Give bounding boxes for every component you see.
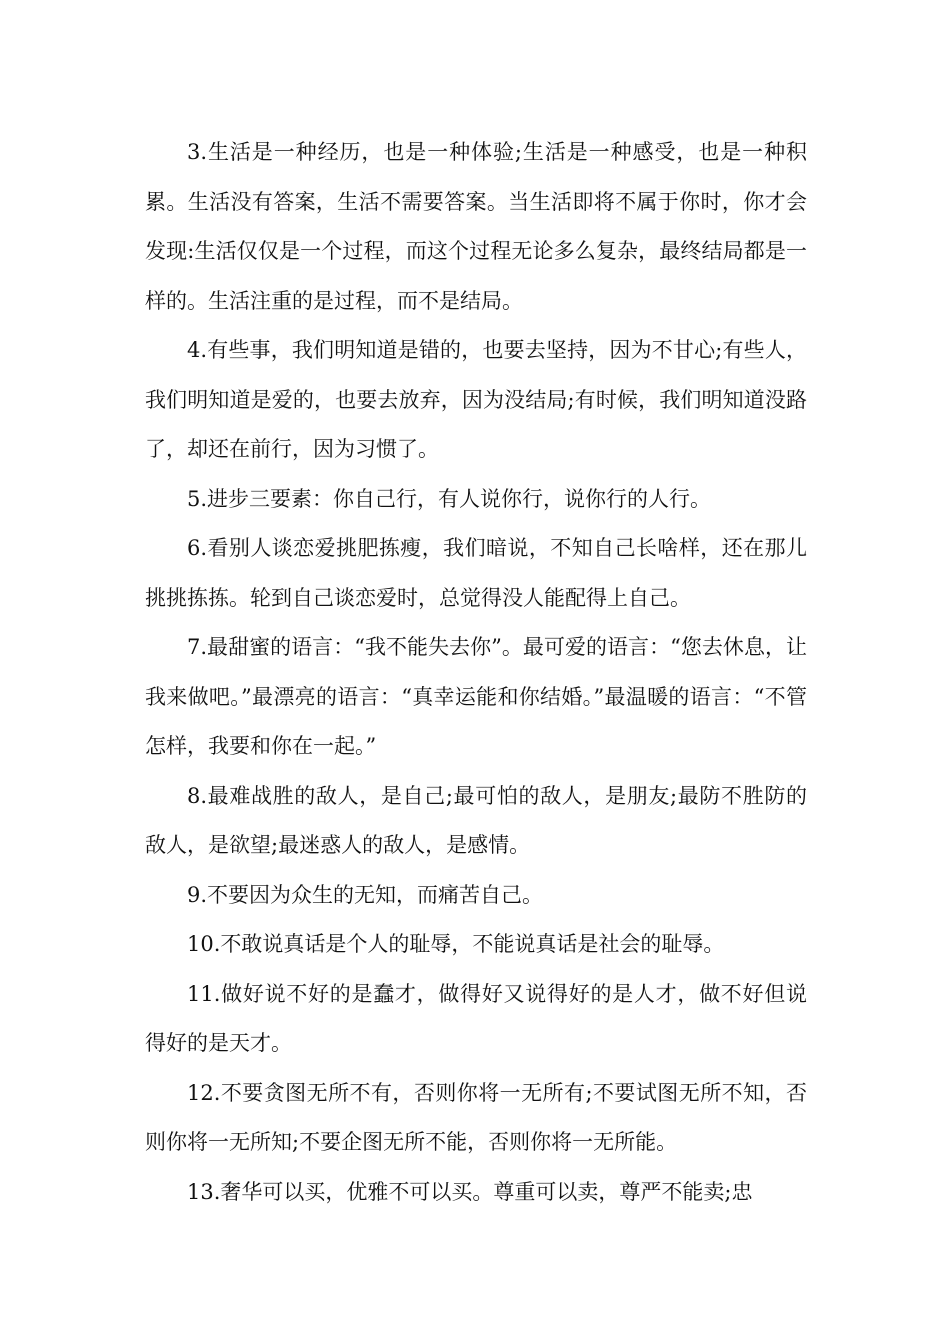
paragraph-8: 8.最难战胜的敌人，是自己;最可怕的敌人，是朋友;最防不胜防的敌人，是欲望;最迷惑人的敌人，是感情。 [145,783,807,857]
paragraph-12: 12.不要贪图无所不有，否则你将一无所有;不要试图无所不知，否则你将一无所知;不要企图无所不能，否则你将一无所能。 [145,1080,807,1154]
paragraph-6: 6.看别人谈恋爱挑肥拣瘦，我们暗说，不知自己长啥样，还在那儿挑挑拣拣。轮到自己谈恋爱时，总觉得没人能配得上自己。 [145,536,807,610]
paragraph-4: 4.有些事，我们明知道是错的，也要去坚持，因为不甘心;有些人，我们明知道是爱的，也要去放弃，因为没结局;有时候，我们明知道没路了，却还在前行，因为习惯了。 [145,338,807,461]
paragraph-13: 13.奢华可以买，优雅不可以买。尊重可以卖，尊严不能卖;忠 [187,1179,753,1204]
paragraph-11: 11.做好说不好的是蠢才，做得好又说得好的是人才，做不好但说得好的是天才。 [145,981,807,1055]
paragraph-9: 9.不要因为众生的无知，而痛苦自己。 [187,882,544,907]
document-body [145,128,807,1217]
paragraph-5: 5.进步三要素：你自己行，有人说你行，说你行的人行。 [187,486,712,511]
paragraph-7: 7.最甜蜜的语言：“我不能失去你”。最可爱的语言：“您去休息，让我来做吧。”最漂亮的语言：“真幸运能和你结婚。”最温暖的语言：“不管怎样，我要和你在一起。” [145,635,807,758]
paragraph-10: 10.不敢说真话是个人的耻辱，不能说真话是社会的耻辱。 [187,932,725,956]
paragraph-3: 3.生活是一种经历，也是一种体验;生活是一种感受，也是一种积累。生活没有答案，生活不需要答案。当生活即将不属于你时，你才会发现:生活仅仅是一个过程，而这个过程无论多么复杂，最终结局都是一样的。生活注重的是过程，而不是结局。 [145,140,807,313]
